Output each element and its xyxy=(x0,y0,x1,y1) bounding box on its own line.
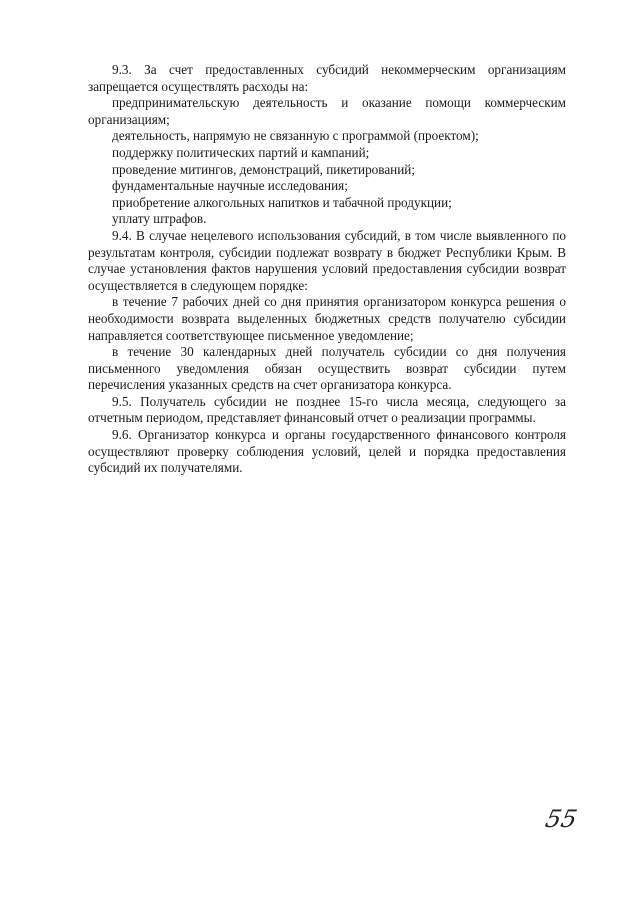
paragraph-9-6: 9.6. Организатор конкурса и органы государственного финансового контроля осуществляют проверку соблюдения условий, целей и порядка предоставления субсидий их получателями. xyxy=(88,427,566,476)
list-item: уплату штрафов. xyxy=(112,211,207,227)
paragraph-9-5: 9.5. Получатель субсидии не позднее 15-го числа месяца, следующего за отчетным периодом, представляет финансовый отчет о реализации программы. xyxy=(88,393,566,426)
list-item: деятельность, напрямую не связанную с программой (проектом); xyxy=(112,128,479,144)
page-number: 55 xyxy=(543,805,580,833)
list-item: в течение 7 рабочих дней со дня принятия организатором конкурса решения о необходимости возврата выделенных бюджетных средств получателю субсидии направляется соответствующее письменное уведомление; xyxy=(88,294,566,343)
list-item: приобретение алкогольных напитков и табачной продукции; xyxy=(112,194,452,210)
document-body xyxy=(88,62,566,477)
list-item: фундаментальные научные исследования; xyxy=(112,178,348,194)
list-item: поддержку политических партий и кампаний; xyxy=(112,144,370,160)
list-item: в течение 30 календарных дней получатель субсидии со дня получения письменного уведомления обязан осуществить возврат субсидии путем перечисления указанных средств на счет организатора конкурса. xyxy=(88,344,566,393)
list-item: предпринимательскую деятельность и оказание помощи коммерческим организациям; xyxy=(88,95,566,127)
paragraph-9-4: 9.4. В случае нецелевого использования субсидий, в том числе выявленного по результатам контроля, субсидии подлежат возврату в бюджет Республики Крым. В случае установления фактов нарушения условий предоставления субсидии возврат осуществляется в следующем порядке: xyxy=(88,227,566,293)
list-item: проведение митингов, демонстраций, пикетирований; xyxy=(112,161,416,177)
paragraph-9-3: 9.3. За счет предоставленных субсидий некоммерческим организациям запрещается осуществлять расходы на: xyxy=(88,62,566,94)
